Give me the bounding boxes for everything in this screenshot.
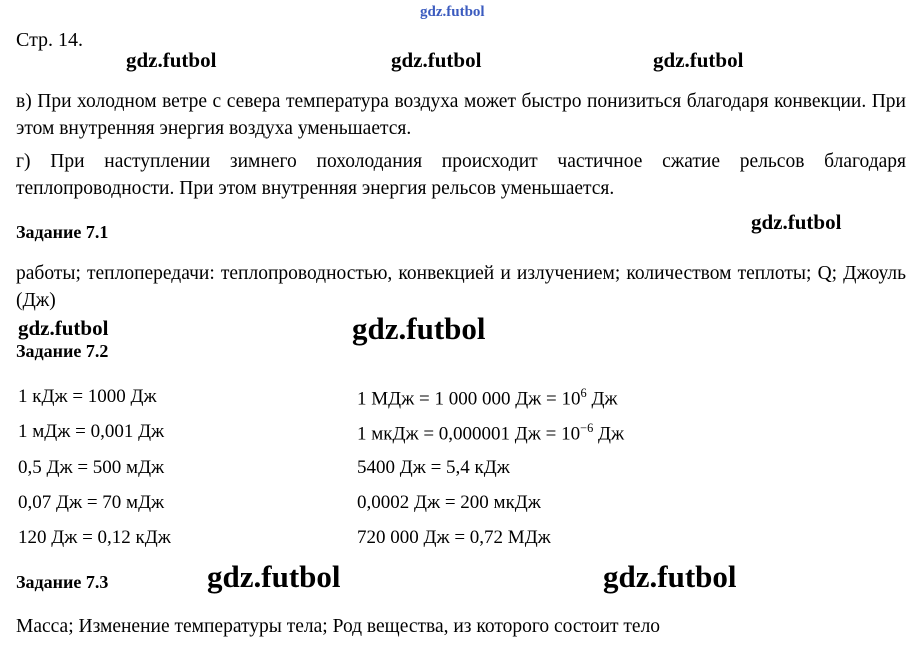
watermark: gdz.futbol — [352, 311, 486, 346]
answer-task-7-1: работы; теплопередачи: теплопроводностью, конвекцией и излучением; количеством теплоты; Q; Джоуль (Дж) — [16, 263, 906, 311]
watermark: gdz.futbol — [18, 316, 109, 340]
equation-right-1-exponent: 6 — [580, 386, 587, 400]
paragraph-v: в) При холодном ветре с севера температура воздуха может быстро понизиться благодаря конвекции. При этом внутренняя энергия воздуха уменьшается. — [16, 91, 906, 139]
watermark: gdz.futbol — [603, 559, 737, 594]
equation-right-5-prefix: 720 000 Дж = 0,72 МДж — [357, 527, 551, 548]
equation-left-4: 0,07 Дж = 70 мДж — [18, 492, 165, 513]
equation-right-5 — [357, 527, 551, 549]
equation-right-2-exponent: −6 — [580, 421, 594, 435]
watermark: gdz.futbol — [207, 559, 341, 594]
equation-right-2 — [357, 421, 624, 445]
answer-task-7-3: Масса; Изменение температуры тела; Род вещества, из которого состоит тело — [16, 616, 661, 637]
equation-left-2: 1 мДж = 0,001 Дж — [18, 421, 165, 442]
equation-right-3-prefix: 5400 Дж = 5,4 кДж — [357, 457, 510, 478]
watermark: gdz.futbol — [126, 48, 217, 72]
equation-right-2-suffix: Дж — [593, 423, 625, 445]
equation-right-1 — [357, 386, 618, 410]
equation-right-1-suffix: Дж — [586, 388, 618, 410]
equation-left-3: 0,5 Дж = 500 мДж — [18, 457, 165, 478]
watermark: gdz.futbol — [391, 48, 482, 72]
equation-right-3 — [357, 457, 510, 479]
equation-right-2-prefix: 1 мкДж = 0,000001 Дж = 10 — [357, 423, 581, 445]
paragraph-g: г) При наступлении зимнего похолодания происходит частичное сжатие рельсов благодаря теплопроводности. При этом внутренняя энергия рельсов уменьшается. — [16, 151, 906, 199]
equation-right-4-prefix: 0,0002 Дж = 200 мкДж — [357, 492, 541, 513]
watermark: gdz.futbol — [653, 48, 744, 72]
equation-right-1-prefix: 1 МДж = 1 000 000 Дж = 10 — [357, 388, 581, 410]
heading-task-7-1: Задание 7.1 — [16, 222, 109, 242]
watermark-top: gdz.futbol — [420, 4, 485, 20]
equation-left-1: 1 кДж = 1000 Дж — [18, 386, 157, 407]
watermark: gdz.futbol — [751, 210, 842, 234]
page-number: Стр. 14. — [16, 29, 84, 51]
heading-task-7-2: Задание 7.2 — [16, 341, 109, 361]
heading-task-7-3: Задание 7.3 — [16, 572, 109, 592]
equation-right-4 — [357, 492, 541, 514]
equation-left-5: 120 Дж = 0,12 кДж — [18, 527, 171, 548]
